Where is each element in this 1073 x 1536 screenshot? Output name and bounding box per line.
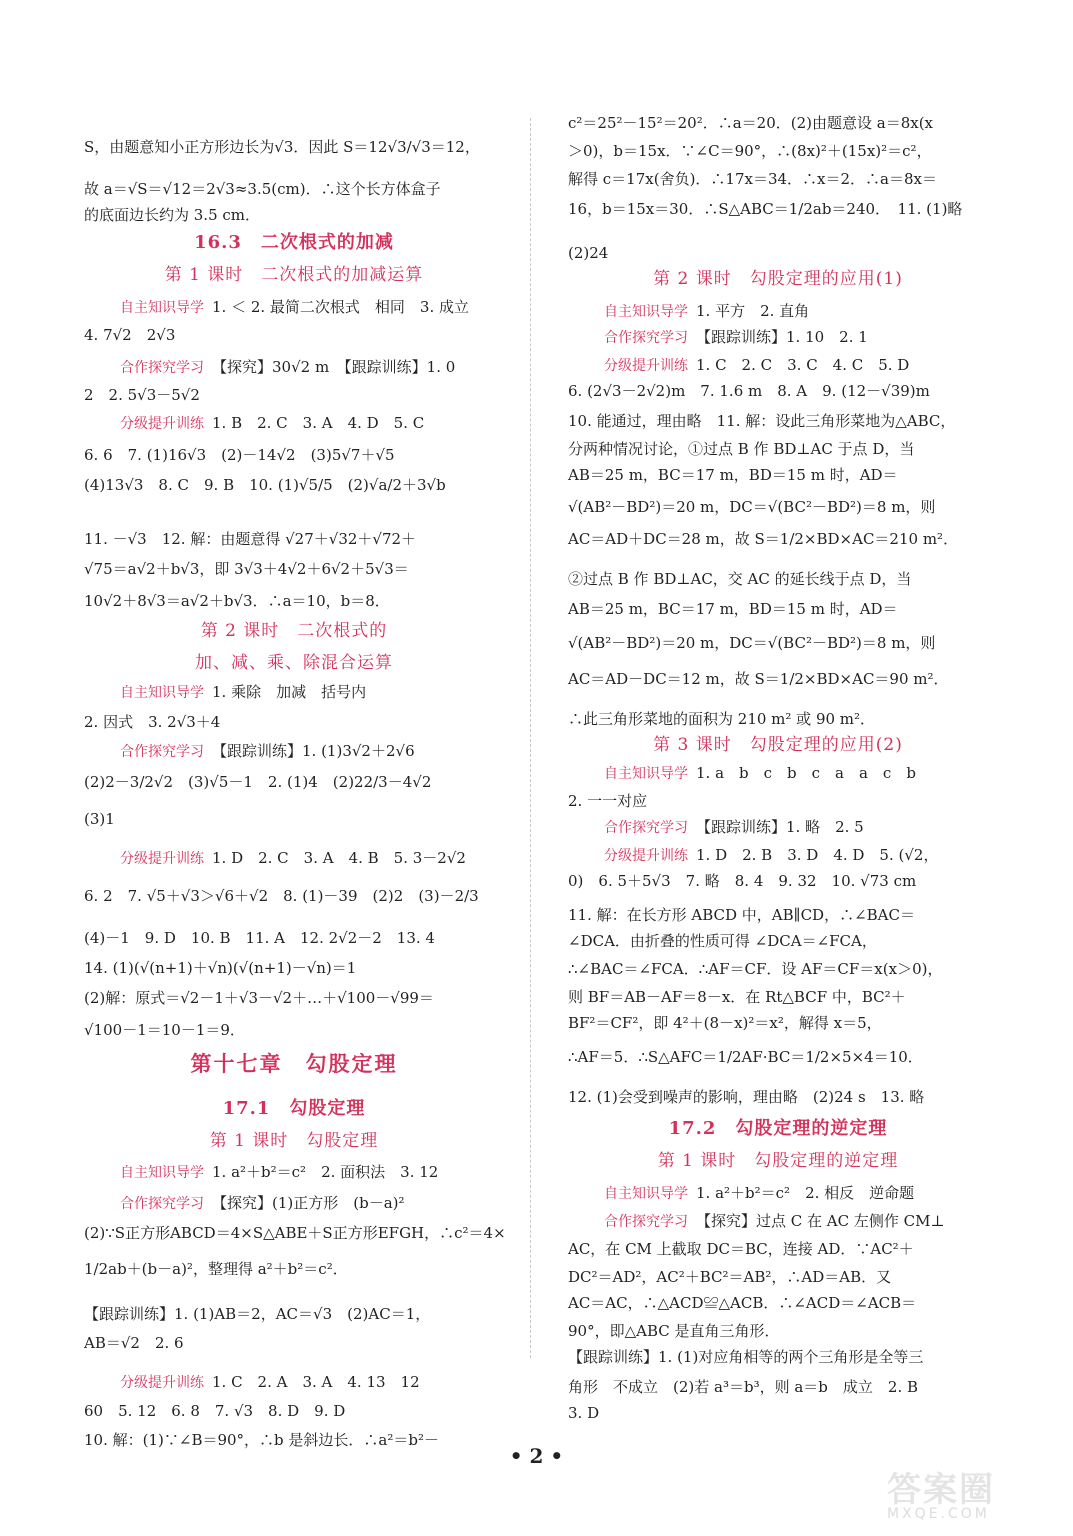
answer-text: 1. a b c b c a a c b bbox=[696, 764, 916, 782]
labeled-line bbox=[120, 412, 424, 435]
labeled-line bbox=[120, 1371, 420, 1394]
lesson-heading: 加、减、乘、除混合运算 bbox=[195, 653, 393, 673]
section-heading: 16.3 二次根式的加减 bbox=[194, 232, 394, 253]
labeled-line bbox=[120, 681, 366, 704]
answer-text: 【跟踪训练】1. (1)3√2＋2√6 bbox=[212, 742, 415, 760]
watermark-url: MXQE.COM bbox=[887, 1506, 990, 1522]
answer-line: AC＝AD－DC＝12 m，故 S＝1/2×BD×AC＝90 m²． bbox=[568, 670, 949, 688]
answer-line: 3. D bbox=[568, 1404, 600, 1422]
section-heading: 17.1 勾股定理 bbox=[222, 1098, 366, 1119]
answer-line: 90°，即△ABC 是直角三角形． bbox=[568, 1322, 780, 1340]
labeled-line bbox=[120, 740, 415, 763]
answer-line: 0) 6. 5＋5√3 7. 略 8. 4 9. 32 10. √73 cm bbox=[568, 872, 917, 890]
section-label: 合作探究学习 bbox=[604, 820, 688, 836]
answer-line: 角形 不成立 (2)若 a³＝b³，则 a＝b 成立 2. B bbox=[568, 1378, 919, 1396]
answer-line: (2)∵S正方形ABCD＝4×S△ABE＋S正方形EFGH，∴c²＝4× bbox=[84, 1224, 506, 1242]
answer-line: c²＝25²－15²＝20²．∴a＝20．(2)由题意设 a＝8x(x bbox=[568, 114, 934, 132]
answer-line: AB＝√2 2. 6 bbox=[84, 1334, 184, 1352]
labeled-line bbox=[604, 762, 916, 785]
labeled-line bbox=[604, 844, 938, 867]
answer-line: AC＝AC，∴△ACD≌△ACB．∴∠ACD＝∠ACB＝ bbox=[568, 1294, 917, 1312]
section-label: 自主知识导学 bbox=[604, 766, 688, 782]
answer-text: 1. B 2. C 3. A 4. D 5. C bbox=[212, 414, 425, 432]
answer-line: (2)2－3/2√2 (3)√5－1 2. (1)4 (2)22/3－4√2 bbox=[84, 773, 432, 791]
labeled-line bbox=[604, 326, 868, 349]
answer-line: S，由题意知小正方形边长为√3．因此 S＝12√3/√3＝12， bbox=[84, 138, 480, 156]
lesson-heading: 第 1 课时 勾股定理的逆定理 bbox=[657, 1151, 899, 1171]
answer-text: 1. C 2. A 3. A 4. 13 12 bbox=[212, 1373, 420, 1391]
section-label: 合作探究学习 bbox=[120, 744, 204, 760]
lesson-heading: 第 1 课时 勾股定理 bbox=[209, 1131, 379, 1151]
answer-text: 1. 平方 2. 直角 bbox=[696, 302, 810, 320]
section-label: 合作探究学习 bbox=[120, 1196, 204, 1212]
answer-line: 的底面边长约为 3.5 cm． bbox=[84, 206, 261, 224]
lesson-heading: 第 2 课时 勾股定理的应用(1) bbox=[653, 269, 903, 289]
answer-text: 【跟踪训练】1. 略 2. 5 bbox=[696, 818, 864, 836]
answer-line: (2)24 bbox=[568, 244, 609, 262]
lesson-heading: 第 1 课时 二次根式的加减运算 bbox=[164, 265, 424, 285]
answer-text: 【探究】过点 C 在 AC 左侧作 CM⊥ bbox=[696, 1212, 945, 1230]
page-number: • 2 • bbox=[509, 1444, 564, 1468]
answer-text: 1. 乘除 加减 括号内 bbox=[212, 683, 367, 701]
answer-line: 1/2ab＋(b－a)²，整理得 a²＋b²＝c²． bbox=[84, 1260, 348, 1278]
answer-text: 1. ＜ 2. 最简二次根式 相同 3. 成立 bbox=[212, 298, 470, 316]
answer-line: √100－1＝10－1＝9． bbox=[84, 1021, 245, 1039]
section-label: 自主知识导学 bbox=[604, 304, 688, 320]
watermark-text: 答案圈 bbox=[887, 1470, 995, 1510]
answer-line: 60 5. 12 6. 8 7. √3 8. D 9. D bbox=[84, 1402, 346, 1420]
answer-line: 分两种情况讨论，①过点 B 作 BD⊥AC 于点 D，当 bbox=[568, 440, 915, 458]
answer-line: 6. 6 7. (1)16√3 (2)－14√2 (3)5√7＋√5 bbox=[84, 446, 395, 464]
chapter-heading: 第十七章 勾股定理 bbox=[190, 1051, 398, 1076]
answer-text: 1. C 2. C 3. C 4. C 5. D bbox=[696, 356, 910, 374]
answer-line: √(AB²－BD²)＝20 m，DC＝√(BC²－BD²)＝8 m，则 bbox=[568, 634, 936, 652]
answer-text: 【跟踪训练】1. 10 2. 1 bbox=[696, 328, 868, 346]
answer-line: 10. 解：(1)∵∠B＝90°，∴b 是斜边长．∴a²＝b²－ bbox=[84, 1431, 439, 1449]
lesson-heading: 第 2 课时 二次根式的 bbox=[200, 621, 388, 641]
lesson-heading: 第 3 课时 勾股定理的应用(2) bbox=[653, 735, 903, 755]
answer-line: 则 BF＝AB－AF＝8－x．在 Rt△BCF 中，BC²＋ bbox=[568, 988, 906, 1006]
answer-line: ∴AF＝5．∴S△AFC＝1/2AF·BC＝1/2×5×4＝10． bbox=[568, 1048, 923, 1066]
answer-line: ∴此三角形菜地的面积为 210 m² 或 90 m²． bbox=[568, 710, 876, 728]
section-label: 自主知识导学 bbox=[604, 1186, 688, 1202]
answer-text: 【探究】30√2 m 【跟踪训练】1. 0 bbox=[212, 358, 456, 376]
answer-line: 12. (1)会受到噪声的影响，理由略 (2)24 s 13. 略 bbox=[568, 1088, 925, 1106]
labeled-line bbox=[604, 354, 909, 377]
answer-line: 6. 2 7. √5＋√3＞√6＋√2 8. (1)－39 (2)2 (3)－2/3 bbox=[84, 887, 479, 905]
labeled-line bbox=[604, 300, 809, 323]
labeled-line bbox=[604, 1182, 914, 1205]
answer-line: DC²＝AD²，AC²＋BC²＝AB²，∴AD＝AB．又 bbox=[568, 1268, 892, 1286]
answer-line: √75＝a√2＋b√3，即 3√3＋4√2＋6√2＋5√3＝ bbox=[84, 560, 409, 578]
answer-line: ∴∠BAC＝∠FCA．∴AF＝CF．设 AF＝CF＝x(x＞0)， bbox=[568, 960, 943, 978]
answer-line: 2. 一一对应 bbox=[568, 792, 648, 810]
answer-line: 10√2＋8√3＝a√2＋b√3．∴a＝10，b＝8． bbox=[84, 592, 390, 610]
section-label: 合作探究学习 bbox=[604, 330, 688, 346]
section-label: 分级提升训练 bbox=[604, 358, 688, 374]
answer-line: 6. (2√3－2√2)m 7. 1.6 m 8. A 9. (12－√39)m bbox=[568, 382, 930, 400]
labeled-line bbox=[120, 847, 466, 870]
labeled-line bbox=[604, 816, 864, 839]
answer-line: ＞0)，b＝15x．∵∠C＝90°，∴(8x)²＋(15x)²＝c²， bbox=[568, 142, 932, 160]
section-label: 分级提升训练 bbox=[120, 1375, 204, 1391]
section-label: 分级提升训练 bbox=[120, 851, 204, 867]
labeled-line bbox=[120, 356, 455, 379]
answer-line: 2. 因式 3. 2√3＋4 bbox=[84, 713, 221, 731]
answer-line: 10. 能通过，理由略 11. 解：设此三角形菜地为△ABC， bbox=[568, 412, 956, 430]
answer-line: ②过点 B 作 BD⊥AC，交 AC 的延长线于点 D，当 bbox=[568, 570, 912, 588]
watermark-logo bbox=[887, 1462, 1055, 1526]
answer-line: AB＝25 m，BC＝17 m，BD＝15 m 时，AD＝ bbox=[568, 600, 898, 618]
column-divider bbox=[530, 118, 531, 1358]
answer-line: 11. －√3 12. 解：由题意得 √27＋√32＋√72＋ bbox=[84, 530, 417, 548]
answer-line: 16，b＝15x＝30．∴S△ABC＝1/2ab＝240． 11. (1)略 bbox=[568, 200, 963, 218]
answer-text: 1. a²＋b²＝c² 2. 面积法 3. 12 bbox=[212, 1163, 439, 1181]
answer-text: 1. D 2. B 3. D 4. D 5. (√2， bbox=[696, 846, 939, 864]
answer-line: 11. 解：在长方形 ABCD 中，AB∥CD，∴∠BAC＝ bbox=[568, 906, 915, 924]
labeled-line bbox=[120, 296, 469, 319]
answer-line: BF²＝CF²，即 4²＋(8－x)²＝x²，解得 x＝5， bbox=[568, 1014, 882, 1032]
section-label: 自主知识导学 bbox=[120, 1165, 204, 1181]
labeled-line bbox=[604, 1210, 945, 1233]
answer-line: √(AB²－BD²)＝20 m，DC＝√(BC²－BD²)＝8 m，则 bbox=[568, 498, 936, 516]
answer-line: (3)1 bbox=[84, 810, 115, 828]
answer-line: 解得 c＝17x(舍负)．∴17x＝34．∴x＝2．∴a＝8x＝ bbox=[568, 170, 938, 188]
labeled-line bbox=[120, 1192, 405, 1215]
answer-line: 故 a＝√S＝√12＝2√3≈3.5(cm)．∴这个长方体盒子 bbox=[84, 180, 441, 198]
labeled-line bbox=[120, 1161, 438, 1184]
section-label: 合作探究学习 bbox=[120, 360, 204, 376]
section-label: 自主知识导学 bbox=[120, 300, 204, 316]
answer-line: 【跟踪训练】1. (1)对应角相等的两个三角形是全等三 bbox=[568, 1348, 924, 1366]
answer-line: 2 2. 5√3－5√2 bbox=[84, 386, 200, 404]
answer-line: (4)13√3 8. C 9. B 10. (1)√5/5 (2)√a/2＋3√b bbox=[84, 476, 446, 494]
answer-line: AB＝25 m，BC＝17 m，BD＝15 m 时，AD＝ bbox=[568, 466, 898, 484]
section-label: 分级提升训练 bbox=[604, 848, 688, 864]
answer-line: AC，在 CM 上截取 DC＝BC，连接 AD．∵AC²＋ bbox=[568, 1240, 914, 1258]
section-label: 合作探究学习 bbox=[604, 1214, 688, 1230]
section-label: 自主知识导学 bbox=[120, 685, 204, 701]
answer-line: 【跟踪训练】1. (1)AB＝2，AC＝√3 (2)AC＝1， bbox=[84, 1305, 431, 1323]
answer-line: (2)解：原式＝√2－1＋√3－√2＋…＋√100－√99＝ bbox=[84, 989, 434, 1007]
answer-line: 14. (1)(√(n+1)＋√n)(√(n+1)－√n)＝1 bbox=[84, 959, 357, 977]
answer-line: (4)－1 9. D 10. B 11. A 12. 2√2－2 13. 4 bbox=[84, 929, 435, 947]
answer-line: AC＝AD＋DC＝28 m，故 S＝1/2×BD×AC＝210 m²． bbox=[568, 530, 959, 548]
answer-line: 4. 7√2 2√3 bbox=[84, 326, 176, 344]
answer-text: 1. a²＋b²＝c² 2. 相反 逆命题 bbox=[696, 1184, 915, 1202]
section-label: 分级提升训练 bbox=[120, 416, 204, 432]
section-heading: 17.2 勾股定理的逆定理 bbox=[668, 1118, 888, 1139]
answer-text: 【探究】(1)正方形 (b－a)² bbox=[212, 1194, 405, 1212]
answer-line: ∠DCA．由折叠的性质可得 ∠DCA＝∠FCA， bbox=[568, 932, 877, 950]
answer-text: 1. D 2. C 3. A 4. B 5. 3－2√2 bbox=[212, 849, 466, 867]
